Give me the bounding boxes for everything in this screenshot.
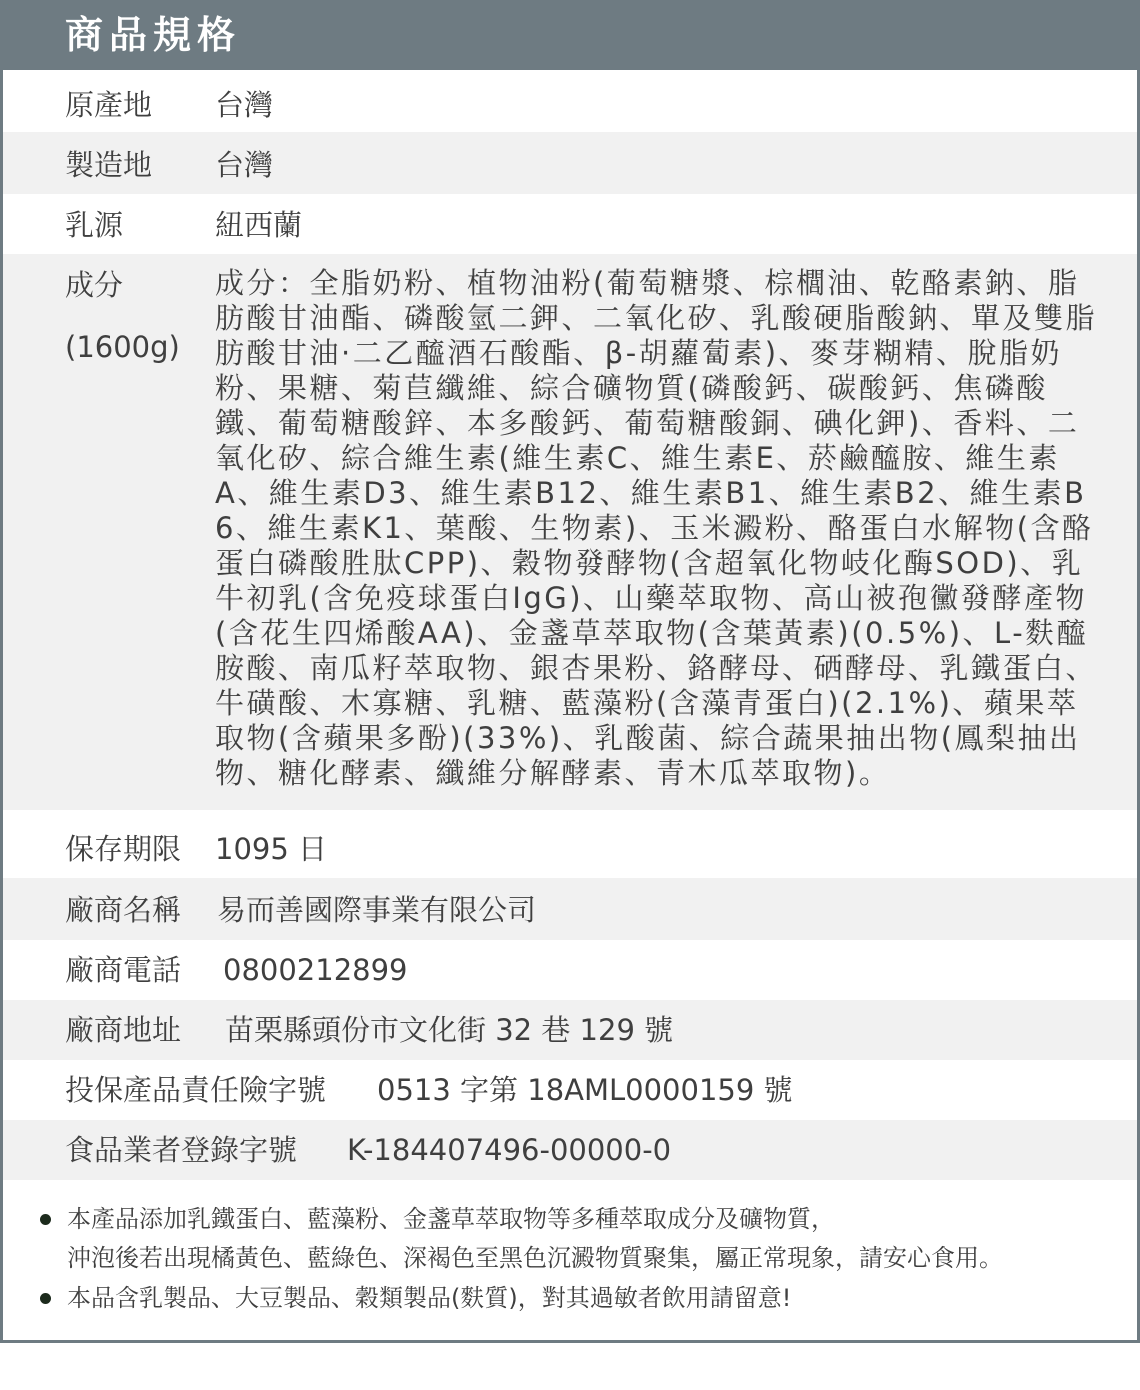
spec-title: 商品規格 <box>65 13 242 57</box>
spec-row-insurance <box>3 1060 1137 1120</box>
ingredients-weight-label: (1600g) <box>65 330 180 364</box>
vendor-phone-value: 0800212899 <box>223 953 408 987</box>
notes-section <box>3 1182 1137 1340</box>
note-2-line-1: 本品含乳製品、大豆製品、穀類製品(麩質)，對其過敏者飲用請留意! <box>67 1284 792 1312</box>
food-registration-label: 食品業者登錄字號 <box>65 1133 298 1167</box>
shelf-life-label: 保存期限 <box>65 832 182 866</box>
vendor-address-label: 廠商地址 <box>65 1013 182 1047</box>
spec-header <box>3 0 1137 70</box>
vendor-name-label: 廠商名稱 <box>65 893 182 927</box>
spec-row-food-registration <box>3 1120 1137 1180</box>
bullet-icon <box>40 1293 51 1304</box>
vendor-phone-label: 廠商電話 <box>65 953 182 987</box>
milk-source-label: 乳源 <box>65 208 124 242</box>
insurance-label: 投保產品責任險字號 <box>65 1073 327 1107</box>
milk-source-value: 紐西蘭 <box>215 208 303 242</box>
origin-value: 台灣 <box>215 88 274 122</box>
bullet-icon <box>40 1214 51 1225</box>
vendor-name-value: 易而善國際事業有限公司 <box>217 893 537 927</box>
spec-row-milk-source <box>3 194 1137 254</box>
ingredients-text: 成分：全脂奶粉、植物油粉(葡萄糖漿、棕櫚油、乾酪素鈉、脂肪酸甘油酯、磷酸氫二鉀、二氧化矽、乳酸硬脂酸鈉、單及雙脂肪酸甘油·二乙醯酒石酸酯、β-胡蘿蔔素)、麥芽糊精、脫脂奶粉、果糖、菊苣纖維、綜合礦物質(磷酸鈣、碳酸鈣、焦磷酸鐵、葡萄糖酸鋅、本多酸鈣、葡萄糖酸銅、碘化鉀)、香料、二氧化矽、綜合維生素(維生素C、維生素E、菸鹼醯胺、維生素A、維生素D3、維生素B12、維生素B1、維生素B2、維生素B6、維生素K1、葉酸、生物素)、玉米澱粉、酪蛋白水解物(含酪蛋白磷酸胜肽CPP)、穀物發酵物(含超氧化物岐化酶SOD)、乳牛初乳(含免疫球蛋白IgG)、山藥萃取物、高山被孢黴發酵產物(含花生四烯酸AA)、金盞草萃取物(含葉黃素)(0.5%)、L-麩醯胺酸、南瓜籽萃取物、銀杏果粉、鉻酵母、硒酵母、乳鐵蛋白、牛磺酸、木寡糖、乳糖、藍藻粉(含藻青蛋白)(2.1%)、蘋果萃取物(含蘋果多酚)(33%)、乳酸菌、綜合蔬果抽出物(鳳梨抽出物、糖化酵素、纖維分解酵素、青木瓜萃取物)。 <box>215 266 1098 790</box>
ingredients-label: 成分 <box>65 268 124 302</box>
spec-row-vendor-phone <box>3 940 1137 1000</box>
spec-row-manufacture <box>3 132 1137 194</box>
spec-row-shelf-life <box>3 818 1137 878</box>
spec-row-ingredients <box>3 254 1137 810</box>
spec-row-vendor-address <box>3 1000 1137 1060</box>
food-registration-value: K-184407496-00000-0 <box>347 1133 672 1167</box>
origin-label: 原產地 <box>65 88 153 122</box>
note-1-line-1: 本產品添加乳鐵蛋白、藍藻粉、金盞草萃取物等多種萃取成分及礦物質， <box>67 1205 835 1233</box>
spec-row-vendor-name <box>3 878 1137 940</box>
spec-row-origin <box>3 72 1137 132</box>
shelf-life-value: 1095 日 <box>215 832 328 866</box>
insurance-value: 0513 字第 18AML0000159 號 <box>377 1073 793 1107</box>
vendor-address-value: 苗栗縣頭份市文化街 32 巷 129 號 <box>225 1013 674 1047</box>
note-1-line-2: 沖泡後若出現橘黃色、藍綠色、深褐色至黑色沉澱物質聚集，屬正常現象，請安心食用。 <box>67 1244 1003 1272</box>
manufacture-value: 台灣 <box>215 148 274 182</box>
manufacture-label: 製造地 <box>65 148 153 182</box>
